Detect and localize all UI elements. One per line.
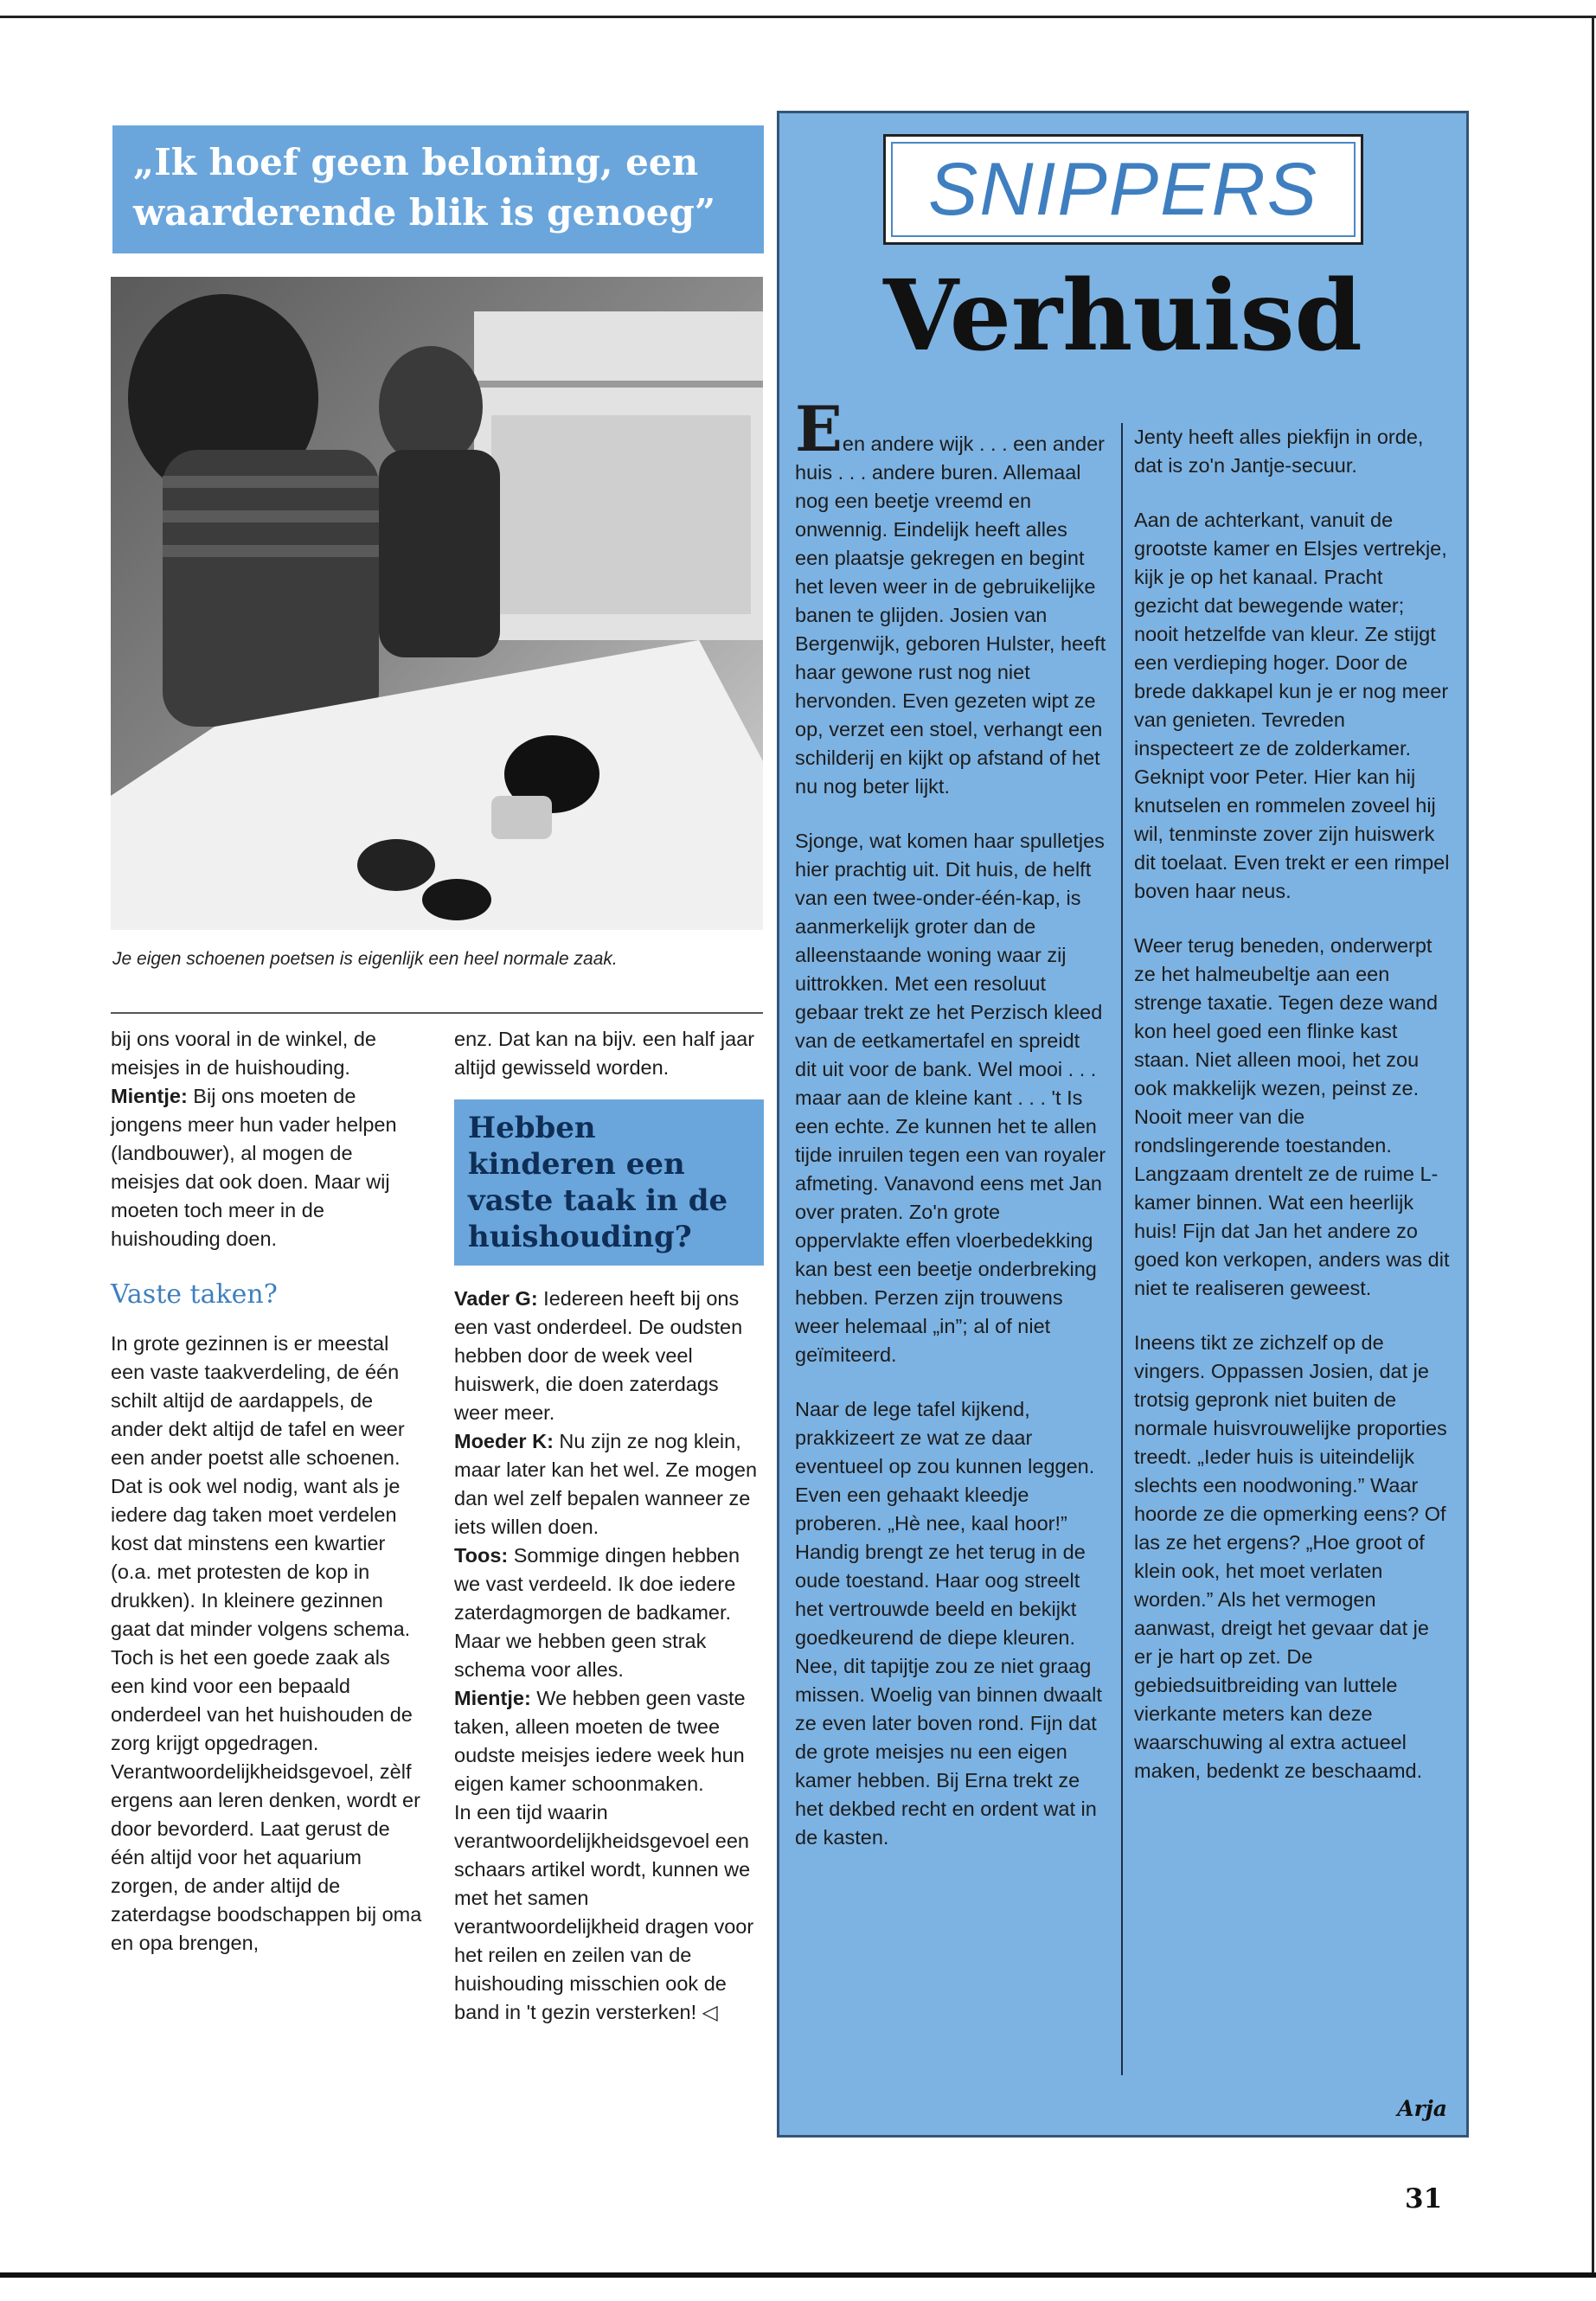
answers [454, 1285, 764, 2027]
author-signature: Arja [1397, 2096, 1447, 2121]
caption-divider [111, 1012, 763, 1014]
closing-paragraph: In een tijd waarin verantwoordelijkheidsgevoel een schaars artikel wordt, kunnen we met het samen verantwoordelijkheid dragen voor het reilen en zeilen van de huishouding misschien ook de band in 't gezin versterken! ◁ [454, 1801, 754, 2023]
quote-toos: Sommige dingen hebben we vast verdeeld. Ik doe iedere zaterdagmorgen de badkamer. Maar we hebben geen strak schema voor alles. [454, 1544, 740, 1681]
column-divider [1121, 423, 1123, 2075]
story-p1-text: en andere wijk . . . een ander huis . . . andere buren. Allemaal nog een beetje vreemd en onwennig. Eindelijk heeft alles een plaatsje gekregen en begint het leven weer in de gebruikelijke banen te glijden. Josien van Bergenwijk, geboren Hulster, heeft haar gewone rust nog niet hervonden. Even gezeten wipt ze op, verzet een stoel, verhangt een schilderij en kijkt op afstand of het nu nog beter lijkt. [795, 433, 1106, 798]
col1-body: In grote gezinnen is er meestal een vaste taakverdeling, de één schilt altijd de aardappels, de ander dekt altijd de tafel en weer een ander poetst alle schoenen. Dat is ook wel nodig, want als je iedere dag taken moet verdelen kost dat minstens een kwartier (o.a. met protesten de kop in drukken). In kleinere gezinnen gaat dat minder volgens schema. Toch is het een goede zaak als een kind voor een bepaald onderdeel van het huishouden de zorg krijgt opgedragen. Verantwoordelijkheidsgevoel, zèlf ergens aan leren denken, wordt er door bevorderd. Laat gerust de één altijd voor het aquarium zorgen, de ander altijd de zaterdagse boodschappen bij oma en opa brengen, [111, 1332, 422, 1954]
story-title: Verhuisd [883, 260, 1362, 373]
speaker-moeder-k: Moeder K: [454, 1430, 554, 1452]
photo-caption: Je eigen schoenen poetsen is eigenlijk een heel normale zaak. [112, 949, 618, 969]
quote-mientje-2: We hebben geen vaste taken, alleen moeten de twee oudste meisjes iedere week hun eigen kamer schoonmaken. [454, 1687, 746, 1795]
story-paragraph-4: Jenty heeft alles piekfijn in orde, dat is zo'n Jantje-secuur. [1134, 426, 1424, 477]
story-paragraph-6: Weer terug beneden, onderwerpt ze het halmeubeltje aan een strenge taxatie. Tegen deze wand kon heel goed een flinke kast staan. Niet alleen mooi, het zou ook makkelijk wezen, peinst ze. Nooit meer van die rondslingerende toestanden. Langzaam drentelt ze de ruime L-kamer binnen. Wat een heerlijk huis! Fijn dat Jan het andere zo goed kon verkopen, anders was dit niet te realiseren geweest. [1134, 934, 1450, 1299]
speaker-mientje-2: Mientje: [454, 1687, 531, 1709]
drop-cap: E [795, 392, 843, 465]
speaker-mientje: Mientje: [111, 1085, 188, 1107]
question-box [454, 1099, 764, 1266]
speaker-vader-g: Vader G: [454, 1287, 538, 1310]
pull-quote-text: „Ik hoef geen beloning, een waarderende blik is genoeg” [133, 141, 716, 234]
page-number: 31 [1405, 2183, 1443, 2214]
quote-vader-g: Iedereen heeft bij ons een vast onderdeel. De oudsten hebben door de week veel huiswerk, die doen zaterdags weer meer. [454, 1287, 743, 1424]
col2-intro: enz. Dat kan na bijv. een half jaar altijd gewisseld worden. [454, 1028, 755, 1079]
snippers-label-box [883, 134, 1363, 245]
page-border-bottom [0, 2272, 1596, 2278]
story-column-1 [795, 392, 1106, 1878]
pull-quote-banner [112, 125, 764, 253]
question-heading: Hebben kinderen een vaste taak in de huishouding? [468, 1111, 728, 1254]
col1-intro [111, 1025, 422, 1253]
col1-intro-text: bij ons vooral in de winkel, de meisjes in de huishouding. [111, 1028, 376, 1079]
article-column-2 [454, 1025, 764, 2027]
snippers-panel [777, 111, 1469, 2138]
story-paragraph-3: Naar de lege tafel kijkend, prakkizeert ze wat ze daar eventueel op zou kunnen leggen. Even een gehaakt kleedje proberen. „Hè nee, kaal hoor!” Handig brengt ze het terug in de oude toestand. Haar oog streelt het vertrouwde beeld en bekijkt goedkeurend de diepe kleuren. Nee, dit tapijtje zou ze niet graag missen. Woelig van binnen dwaalt ze even later boven rond. Fijn dat de grote meisjes nu een eigen kamer hebben. Bij Erna trekt ze het dekbed recht en ordent wat in de kasten. [795, 1398, 1102, 1849]
article-column-1 [111, 1025, 422, 1982]
speaker-toos: Toos: [454, 1544, 509, 1567]
quote-mientje: Bij ons moeten de jongens meer hun vader helpen (landbouwer), al mogen de meisjes dat ook doen. Maar wij moeten toch meer in de huishouding doen. [111, 1085, 397, 1250]
snippers-label: SNIPPERS [928, 147, 1318, 231]
page-border-top [0, 16, 1596, 18]
photo-kids-polishing-shoes [111, 277, 763, 930]
story-paragraph-5: Aan de achterkant, vanuit de grootste kamer en Elsjes vertrekje, kijk je op het kanaal. Pracht gezicht dat bewegende water; nooit hetzelfde van kleur. Ze stijgt een verdieping hoger. Door de brede dakkapel kun je er nog meer van genieten. Tevreden inspecteert ze de zolderkamer. Geknipt voor Peter. Hier kan hij knutselen en rommelen zoveel hij wil, tenminste zover zijn huiswerk dit toelaat. Even trekt er een rimpel boven haar neus. [1134, 509, 1450, 902]
subheading-vaste-taken: Vaste taken? [111, 1279, 278, 1310]
story-column-2 [1134, 423, 1450, 1811]
quote-moeder-k: Nu zijn ze nog klein, maar later kan het wel. Ze mogen dan wel zelf bepalen wanneer ze iets willen doen. [454, 1430, 758, 1538]
page-border-right [1592, 16, 1594, 2273]
story-paragraph-1 [795, 392, 1106, 801]
story-paragraph-7: Ineens tikt ze zichzelf op de vingers. Oppassen Josien, dat je trotsig gepronk niet buiten de normale huisvrouwelijke proporties treedt. „Ieder huis is uiteindelijk slechts een noodwoning.” Waar hoorde ze die opmerking eens? Of las ze het ergens? „Hoe groot of klein ook, het moet verlaten worden.” Als het vermogen aanwast, dreigt het gevaar dat je er je hart op zet. De gebiedsuitbreiding van luttele vierkante meters kan deze waarschuwing al extra actueel maken, bedenkt ze beschaamd. [1134, 1331, 1447, 1782]
story-paragraph-2: Sjonge, wat komen haar spulletjes hier prachtig uit. Dit huis, de helft van een twee-onder-één-kap, is aanmerkelijk groter dan de alleenstaande woning waar zij uittrokken. Met een resoluut gebaar trekt ze het Perzisch kleed van de eetkamertafel en spreidt dit uit voor de bank. Wel mooi . . . maar aan de kleine kant . . . 't Is een echte. Ze kunnen het te allen tijde inruilen tegen een van royaler afmeting. Vanavond eens met Jan over praten. Zo'n grote oppervlakte effen vloerbedekking kan best een beetje onderbreking hebben. Perzen zijn trouwens weer helemaal „in”; al of niet geïmiteerd. [795, 830, 1106, 1366]
snippers-label-frame [891, 142, 1356, 237]
